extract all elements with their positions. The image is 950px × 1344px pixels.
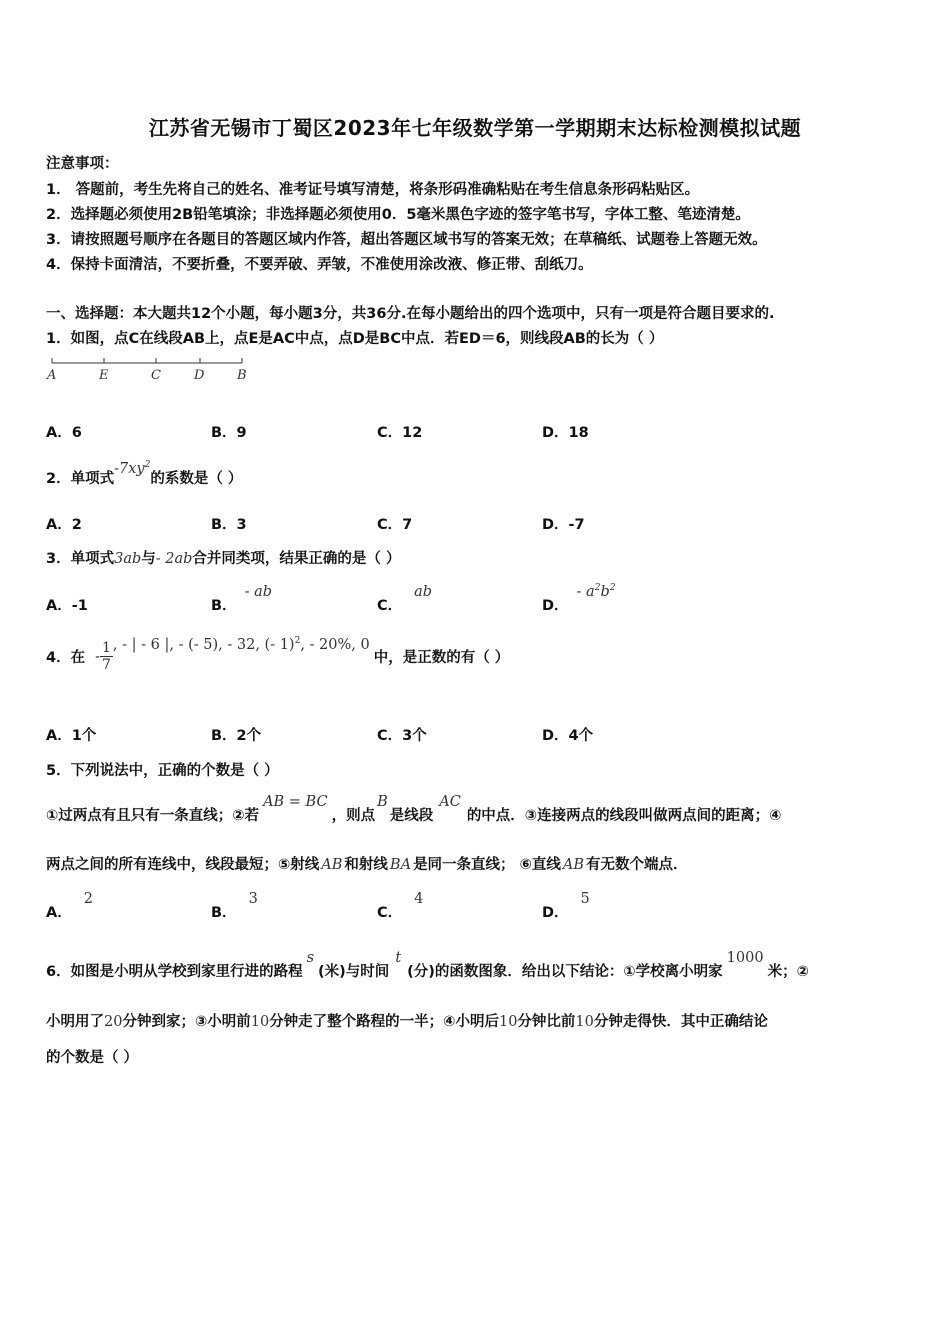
option-c[interactable]: C．4 — [377, 891, 424, 921]
question-5-line-1: ①过两点有且只有一条直线；②若AB = BC，则点B是线段AC的中点．③连接两点的线段叫做两点间的距离；④ — [46, 794, 782, 824]
option-c[interactable]: C．7 — [377, 517, 413, 533]
option-d[interactable]: D．5 — [542, 891, 590, 921]
option-b[interactable]: B．3 — [211, 891, 258, 921]
option-a[interactable]: A．6 — [46, 425, 82, 441]
option-a[interactable]: A．2 — [46, 891, 93, 921]
question-4-text: 4．在 - $\frac{1}{7}$ , - | - 6 |, - (- 5), - 32, (- 1)$^2$, - 20%, 0中，是正数的有（ ） — [46, 635, 510, 673]
notice-item: 3．请按照题号顺序在各题目的答题区域内作答，超出答题区域书写的答案无效；在草稿纸、试题卷上答题无效。 — [46, 232, 767, 248]
section-heading: 一、选择题：本大题共12个小题，每小题3分，共36分.在每小题给出的四个选项中，只有一项是符合题目要求的. — [46, 306, 775, 322]
notice-item: 2．选择题必须使用2B铅笔填涂；非选择题必须使用0．5毫米黑色字迹的签字笔书写，字体工整、笔迹清楚。 — [46, 207, 750, 223]
point-label: C — [151, 368, 161, 383]
option-c[interactable]: C．3个 — [377, 728, 427, 744]
notice-item: 4．保持卡面清洁，不要折叠，不要弄破、弄皱，不准使用涂改液、修正带、刮纸刀。 — [46, 257, 593, 273]
option-a[interactable]: A．1个 — [46, 728, 97, 744]
question-6-line-2: 小明用了20分钟到家；③小明前10分钟走了整个路程的一半；④小明后10分钟比前10分钟走得快．其中正确结论 — [46, 1014, 768, 1030]
option-c[interactable]: C．12 — [377, 425, 423, 441]
page-title: 江苏省无锡市丁蜀区2023年七年级数学第一学期期末达标检测模拟试题 — [148, 116, 802, 140]
q2-expression: $-7xy^2$ — [114, 460, 151, 477]
option-c[interactable]: C．ab — [377, 584, 433, 614]
segment-figure — [44, 355, 254, 385]
notice-item: 1． 答题前，考生先将自己的姓名、准考证号填写清楚，将条形码准确粘贴在考生信息条形码粘贴区。 — [46, 182, 700, 198]
question-3-text: 3．单项式3ab与- 2ab合并同类项，结果正确的是（ ） — [46, 551, 401, 567]
question-5-line-2: 两点之间的所有连线中，线段最短；⑤射线 AB 和射线 BA 是同一条直线； ⑥直线 AB 有无数个端点． — [46, 857, 688, 873]
notice-heading: 注意事项： — [46, 156, 119, 172]
question-6-line-3: 的个数是（ ） — [46, 1050, 139, 1066]
option-b[interactable]: B．9 — [211, 425, 247, 441]
point-label: A — [47, 368, 57, 383]
q2-prefix: 2．单项式 — [46, 471, 115, 487]
option-b[interactable]: B．- ab — [211, 584, 272, 614]
question-2-text — [46, 460, 243, 488]
fraction: $\frac{1}{7}$ — [102, 640, 111, 673]
option-a[interactable]: A．2 — [46, 517, 82, 533]
question-1-text: 1．如图，点C在线段AB上，点E是AC中点，点D是BC中点．若ED＝6，则线段AB的长为（ ） — [46, 331, 664, 347]
point-label: D — [194, 368, 205, 383]
point-label: B — [237, 368, 247, 383]
option-d[interactable]: D．4个 — [542, 728, 594, 744]
option-d[interactable]: D．- $a^2b^2$ — [542, 583, 616, 614]
option-b[interactable]: B．2个 — [211, 728, 262, 744]
point-label: E — [99, 368, 109, 383]
option-d[interactable]: D．-7 — [542, 517, 585, 533]
q2-suffix: 的系数是（ ） — [150, 471, 243, 487]
option-d[interactable]: D．18 — [542, 425, 589, 441]
option-a[interactable]: A．-1 — [46, 598, 88, 614]
question-5-text: 5．下列说法中，正确的个数是（ ） — [46, 763, 279, 779]
question-6-line-1: 6．如图是小明从学校到家里行进的路程s(米)与时间t(分)的函数图象．给出以下结论：①学校离小明家1000米；② — [46, 950, 809, 980]
option-b[interactable]: B．3 — [211, 517, 247, 533]
